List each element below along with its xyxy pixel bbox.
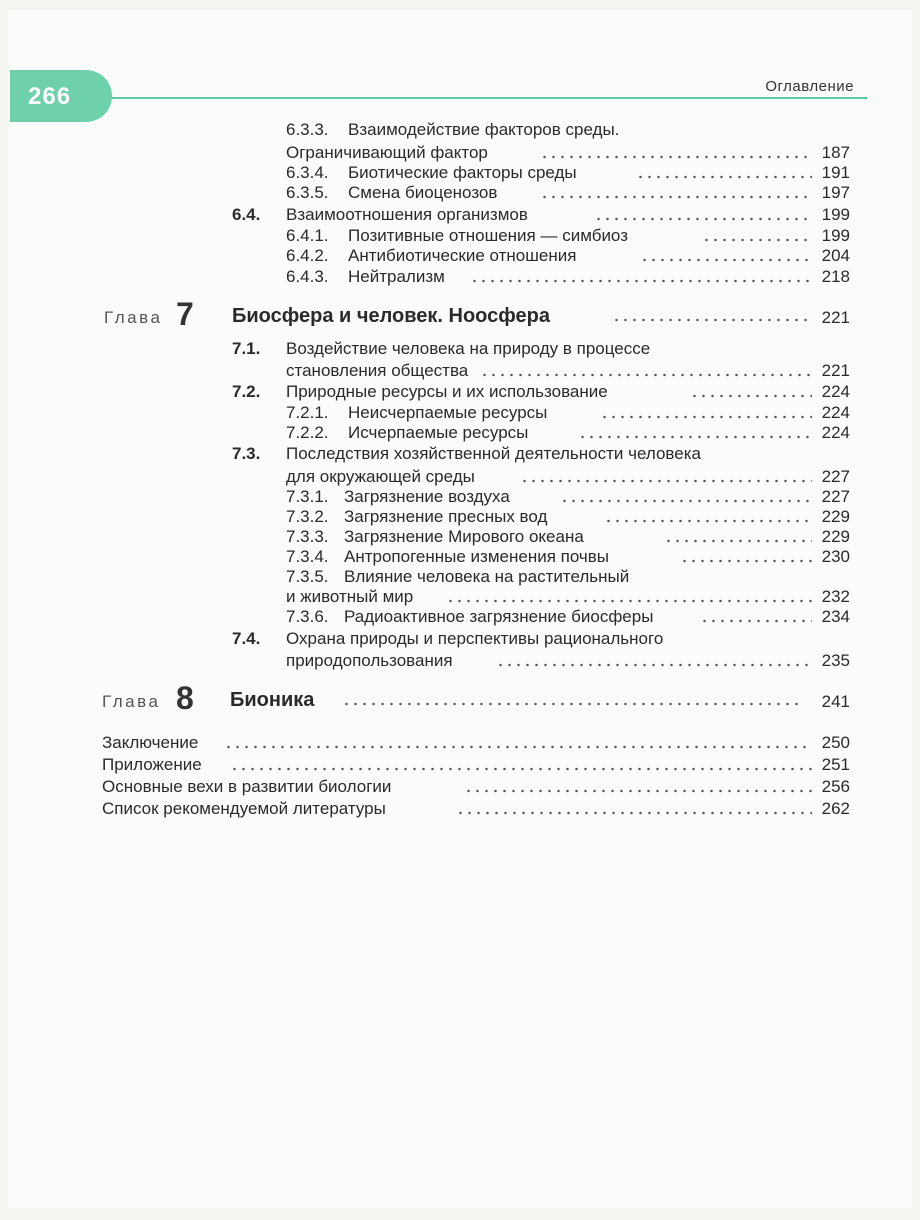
toc-entry-7-3-cont[interactable] <box>0 467 920 487</box>
toc-entry-6-4[interactable] <box>0 205 920 225</box>
toc-entry-number: 7.3.6. <box>286 607 329 626</box>
header-rule <box>95 97 867 99</box>
toc-entry-7-3-1[interactable] <box>0 487 920 507</box>
dot-leader <box>496 651 812 668</box>
dot-leader <box>578 423 812 440</box>
toc-page-number: 227 <box>821 487 850 506</box>
toc-page-number: 218 <box>821 267 850 286</box>
chapter-title: Биосфера и человек. Ноосфера <box>232 305 550 327</box>
chapter-number: 7 <box>176 296 194 332</box>
toc-entry-title: Последствия хозяйственной деятельности человека <box>286 444 701 463</box>
toc-entry-number: 7.4. <box>232 629 261 648</box>
toc-entry-title: Загрязнение пресных вод <box>344 507 548 526</box>
toc-page-number: 262 <box>821 799 850 818</box>
toc-entry-7-3-4[interactable] <box>0 547 920 567</box>
dot-leader <box>680 547 812 564</box>
toc-entry-title: Загрязнение Мирового океана <box>344 527 584 546</box>
page-number: 266 <box>28 83 72 110</box>
toc-page-number: 235 <box>821 651 850 670</box>
toc-entry-appendix[interactable] <box>0 755 920 775</box>
toc-entry-7-1-cont[interactable] <box>0 361 920 381</box>
toc-entry-title: Заключение <box>102 733 199 752</box>
toc-entry-milestones[interactable] <box>0 777 920 797</box>
toc-entry-number: 7.3.1. <box>286 487 329 506</box>
toc-entry-title: Радиоактивное загрязнение биосферы <box>344 607 654 626</box>
toc-entry-7-3-3[interactable] <box>0 527 920 547</box>
chapter-title: Бионика <box>230 689 315 711</box>
dot-leader <box>612 306 808 323</box>
toc-entry-number: 6.4.3. <box>286 267 329 286</box>
toc-entry-number: 6.4.1. <box>286 226 329 245</box>
toc-entry-title: Антибиотические отношения <box>348 246 577 265</box>
toc-entry-number: 7.3.5. <box>286 567 329 586</box>
toc-entry-title: Взаимоотношения организмов <box>286 205 528 224</box>
toc-entry-title: становления общества <box>286 361 469 380</box>
toc-page-number: 204 <box>821 246 850 265</box>
toc-chapter-7[interactable] <box>0 296 920 334</box>
dot-leader <box>540 183 812 200</box>
toc-page-number: 199 <box>821 205 850 224</box>
dot-leader <box>520 467 812 484</box>
toc-entry-number: 7.3.2. <box>286 507 329 526</box>
running-header-title: Оглавление <box>765 78 854 95</box>
toc-page-number: 191 <box>821 163 850 182</box>
toc-entry-7-4-cont[interactable] <box>0 651 920 671</box>
toc-entry-title: Загрязнение воздуха <box>344 487 510 506</box>
toc-entry-title: Биотические факторы среды <box>348 163 577 182</box>
dot-leader <box>690 382 812 399</box>
toc-entry-title: Ограничивающий фактор <box>286 143 488 162</box>
toc-entry-number: 7.3.4. <box>286 547 329 566</box>
toc-page-number: 224 <box>821 403 850 422</box>
toc-entry-7-3-5[interactable] <box>0 567 920 587</box>
chapter-label: Глава <box>102 692 161 711</box>
toc-entry-7-3[interactable] <box>0 444 920 464</box>
toc-entry-7-3-6[interactable] <box>0 607 920 627</box>
toc-page-number: 229 <box>821 527 850 546</box>
toc-entry-title: Основные вехи в развитии биологии <box>102 777 392 796</box>
toc-entry-title: Смена биоценозов <box>348 183 498 202</box>
chapter-label: Глава <box>104 308 163 327</box>
dot-leader <box>600 403 812 420</box>
toc-entry-title: и животный мир <box>286 587 414 606</box>
toc-entry-7-1[interactable] <box>0 339 920 359</box>
dot-leader <box>604 507 812 524</box>
toc-entry-7-3-2[interactable] <box>0 507 920 527</box>
toc-page-number: 187 <box>821 143 850 162</box>
toc-entry-title: Позитивные отношения — симбиоз <box>348 226 628 245</box>
dot-leader <box>480 361 812 378</box>
toc-entry-title: Влияние человека на растительный <box>344 567 630 586</box>
toc-entry-7-2[interactable] <box>0 382 920 402</box>
toc-entry-title: природопользования <box>286 651 453 670</box>
dot-leader <box>342 690 802 707</box>
toc-page-number: 197 <box>821 183 850 202</box>
toc-entry-title: Неисчерпаемые ресурсы <box>348 403 548 422</box>
toc-entry-title: Взаимодействие факторов среды. <box>348 120 620 139</box>
dot-leader <box>640 246 812 263</box>
toc-entry-number: 7.3.3. <box>286 527 329 546</box>
toc-entry-7-2-1[interactable] <box>0 403 920 423</box>
toc-chapter-8[interactable] <box>0 680 920 718</box>
toc-page-number: 229 <box>821 507 850 526</box>
dot-leader <box>446 587 812 604</box>
dot-leader <box>664 527 812 544</box>
toc-entry-title: Воздействие человека на природу в процессе <box>286 339 651 358</box>
toc-entry-6-3-4[interactable] <box>0 163 920 183</box>
toc-page-number: 256 <box>821 777 850 796</box>
toc-entry-7-2-2[interactable] <box>0 423 920 443</box>
toc-entry-6-4-2[interactable] <box>0 246 920 266</box>
toc-entry-number: 7.2.2. <box>286 423 329 442</box>
toc-entry-number: 6.3.4. <box>286 163 329 182</box>
toc-page-number: 241 <box>821 692 850 711</box>
toc-entry-6-4-1[interactable] <box>0 226 920 246</box>
dot-leader <box>456 799 812 816</box>
toc-entry-title: Исчерпаемые ресурсы <box>348 423 529 442</box>
toc-entry-title: Нейтрализм <box>348 267 445 286</box>
toc-entry-conclusion[interactable] <box>0 733 920 753</box>
toc-page-number: 251 <box>821 755 850 774</box>
toc-page-number: 221 <box>821 308 850 327</box>
toc-page-number: 230 <box>821 547 850 566</box>
toc-entry-title: Приложение <box>102 755 202 774</box>
dot-leader <box>230 755 812 772</box>
toc-entry-number: 6.4.2. <box>286 246 329 265</box>
toc-page-number: 234 <box>821 607 850 626</box>
toc-entry-6-3-3[interactable] <box>0 120 920 140</box>
toc-page-number: 250 <box>821 733 850 752</box>
toc-page-number: 232 <box>821 587 850 606</box>
toc-page-number: 199 <box>821 226 850 245</box>
dot-leader <box>702 226 812 243</box>
toc-entry-7-4[interactable] <box>0 629 920 649</box>
toc-entry-title: Охрана природы и перспективы рационального <box>286 629 664 648</box>
toc-entry-title: для окружающей среды <box>286 467 475 486</box>
toc-entry-title: Природные ресурсы и их использование <box>286 382 608 401</box>
toc-entry-7-3-5-cont[interactable] <box>0 587 920 607</box>
toc-entry-6-3-3-cont[interactable] <box>0 143 920 163</box>
toc-entry-title: Список рекомендуемой литературы <box>102 799 386 818</box>
toc-entry-6-4-3[interactable] <box>0 267 920 287</box>
toc-entry-number: 7.2. <box>232 382 261 401</box>
dot-leader <box>224 733 812 750</box>
toc-page-number: 224 <box>821 423 850 442</box>
toc-page-number: 221 <box>821 361 850 380</box>
chapter-number: 8 <box>176 680 194 716</box>
dot-leader <box>464 777 812 794</box>
toc-entry-6-3-5[interactable] <box>0 183 920 203</box>
toc-entry-title: Антропогенные изменения почвы <box>344 547 610 566</box>
dot-leader <box>470 267 812 284</box>
dot-leader <box>594 205 812 222</box>
toc-entry-number: 6.3.3. <box>286 120 329 139</box>
dot-leader <box>540 143 812 160</box>
toc-entry-number: 7.2.1. <box>286 403 329 422</box>
toc-entry-number: 6.4. <box>232 205 261 224</box>
dot-leader <box>700 607 812 624</box>
dot-leader <box>560 487 812 504</box>
toc-entry-number: 7.3. <box>232 444 261 463</box>
toc-page-number: 227 <box>821 467 850 486</box>
toc-entry-number: 6.3.5. <box>286 183 329 202</box>
toc-page-number: 224 <box>821 382 850 401</box>
toc-entry-number: 7.1. <box>232 339 261 358</box>
dot-leader <box>636 163 812 180</box>
toc-entry-literature[interactable] <box>0 799 920 819</box>
